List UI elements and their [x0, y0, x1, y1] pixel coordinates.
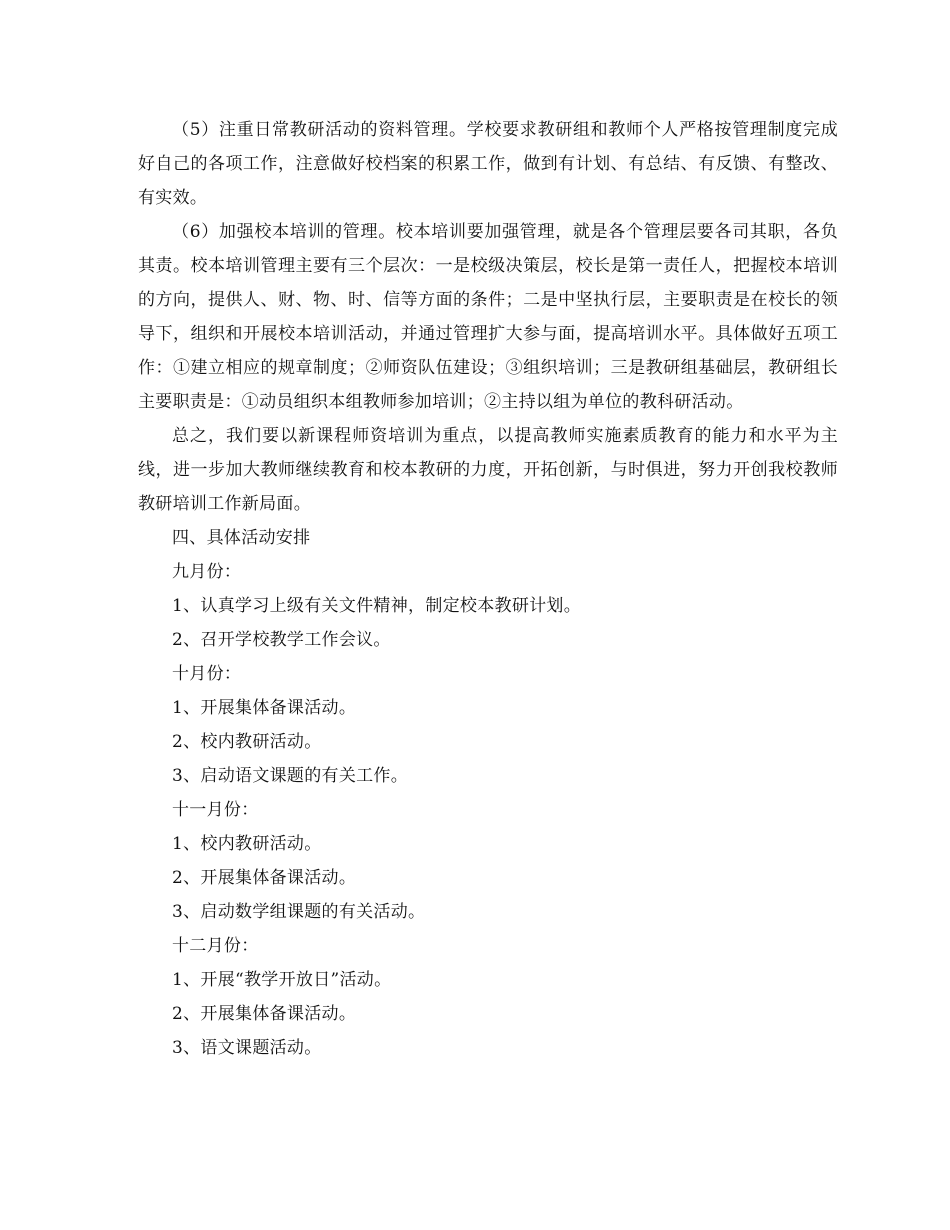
list-item: 1、认真学习上级有关文件精神，制定校本教研计划。	[172, 596, 582, 616]
list-item: 3、启动语文课题的有关工作。	[172, 766, 409, 786]
list-item: 3、启动数学组课题的有关活动。	[172, 902, 426, 922]
section-heading: 四、具体活动安排	[172, 528, 311, 548]
list-item: 2、召开学校教学工作会议。	[172, 630, 391, 650]
month-title-december: 十二月份：	[172, 936, 259, 956]
list-item: 1、开展集体备课活动。	[172, 698, 357, 718]
month-title-september: 九月份：	[172, 562, 242, 582]
document-body	[138, 113, 838, 1065]
paragraph-item-5: （5）注重日常教研活动的资料管理。学校要求教研组和教师个人严格按管理制度完成好自己的各项工作，注意做好校档案的积累工作，做到有计划、有总结、有反馈、有整改、有实效。	[138, 120, 838, 208]
paragraph-summary: 总之，我们要以新课程师资培训为重点，以提高教师实施素质教育的能力和水平为主线，进一步加大教师继续教育和校本教研的力度，开拓创新，与时俱进，努力开创我校教师教研培训工作新局面。	[138, 426, 838, 514]
month-title-october: 十月份：	[172, 664, 242, 684]
list-item: 1、校内教研活动。	[172, 834, 322, 854]
list-item: 2、开展集体备课活动。	[172, 1004, 357, 1024]
list-item: 3、语文课题活动。	[172, 1038, 322, 1058]
list-item: 2、校内教研活动。	[172, 732, 322, 752]
paragraph-item-6: （6）加强校本培训的管理。校本培训要加强管理，就是各个管理层要各司其职，各负其责。校本培训管理主要有三个层次：一是校级决策层，校长是第一责任人，把握校本培训的方向，提供人、财、物、时、信等方面的条件；二是中坚执行层，主要职责是在校长的领导下，组织和开展校本培训活动，并通过管理扩大参与面，提高培训水平。具体做好五项工作：①建立相应的规章制度；②师资队伍建设；③组织培训；三是教研组基础层，教研组长主要职责是：①动员组织本组教师参加培训；②主持以组为单位的教科研活动。	[138, 222, 838, 412]
list-item: 2、开展集体备课活动。	[172, 868, 357, 888]
month-title-november: 十一月份：	[172, 800, 259, 820]
list-item: 1、开展“教学开放日”活动。	[172, 970, 392, 990]
